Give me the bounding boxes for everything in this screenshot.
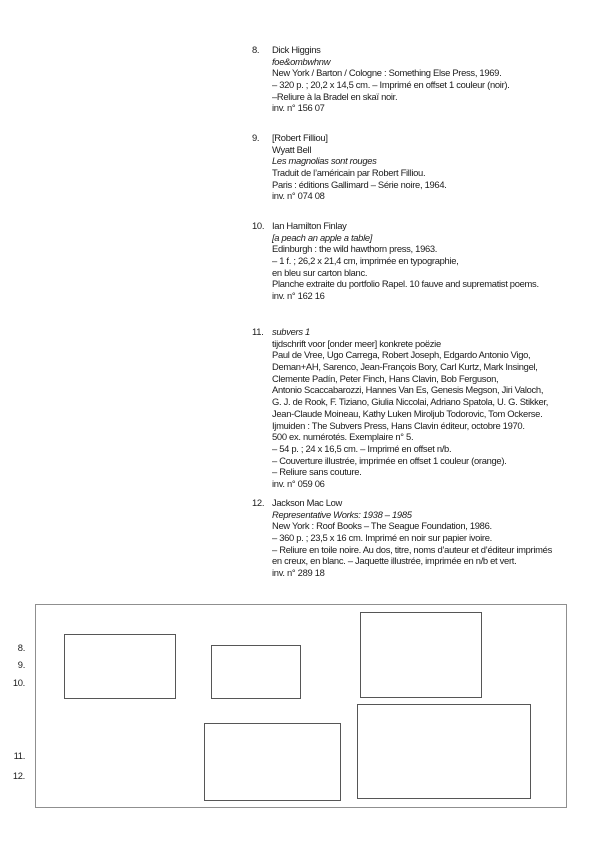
entry-line: New York / Barton / Cologne : Something Else Press, 1969. [272, 67, 502, 79]
diagram-entry-label: 12. [12, 770, 25, 781]
entry-line: [a peach an apple a table] [272, 231, 373, 243]
entry-line: Paris : éditions Gallimard – Série noire, 1964. [272, 178, 447, 190]
entry-line: Deman+AH, Sarenco, Jean-François Bory, Carl Kurtz, Mark Insingel, [272, 361, 538, 373]
diagram-entry-label: 10. [12, 677, 25, 688]
entry-line: Ian Hamilton Finlay [272, 220, 347, 231]
item-placement-box [204, 723, 341, 801]
entry-line: – 320 p. ; 20,2 x 14,5 cm. – Imprimé en offset 1 couleur (noir). [272, 79, 510, 91]
entry-line: Les magnolias sont rouges [272, 155, 377, 167]
entry-line: en bleu sur carton blanc. [272, 266, 368, 278]
entry-line: G. J. de Rook, F. Tiziano, Giulia Niccolai, Adriano Spatola, U. G. Stikker, [272, 396, 549, 408]
item-placement-box [360, 612, 482, 698]
entry-number: 8. [252, 44, 260, 55]
entry-line: Representative Works: 1938 – 1985 [272, 508, 412, 520]
item-placement-box [64, 634, 176, 699]
entry-number: 9. [252, 132, 260, 143]
entry-number: 12. [252, 497, 265, 508]
entry-line: – 54 p. ; 24 x 16,5 cm. – Imprimé en offset n/b. [272, 442, 452, 454]
entry-line: – Reliure en toile noire. Au dos, titre, noms d’auteur et d’éditeur imprimés [272, 543, 552, 555]
entry-line: inv. n° 074 08 [272, 190, 325, 202]
entry-line: Jean-Claude Moineau, Kathy Luken Miroljub Todorovic, Tom Ockerse. [272, 407, 543, 419]
diagram-entry-label: 11. [13, 750, 25, 761]
entry-text [272, 326, 548, 490]
entry-line: subvers 1 [272, 326, 310, 337]
entry-line: –Reliure à la Bradel en skaï noir. [272, 90, 398, 102]
entry-line: foe&ombwhnw [272, 55, 331, 67]
diagram-entry-label: 9. [17, 659, 25, 670]
entry-line: tijdschrift voor [onder meer] konkrete poëzie [272, 337, 441, 349]
entry-number: 11. [252, 326, 264, 337]
entry-line: Wyatt Bell [272, 143, 312, 155]
entry-text [272, 132, 447, 202]
entry-text [272, 497, 552, 579]
item-placement-box [357, 704, 531, 799]
diagram-entry-label: 8. [17, 642, 25, 653]
entry-line: Edinburgh : the wild hawthorn press, 1963. [272, 243, 438, 255]
entry-line: Dick Higgins [272, 44, 321, 55]
entry-line: inv. n° 162 16 [272, 290, 325, 302]
entry-text [272, 44, 510, 114]
entry-line: – 1 f. ; 26,2 x 21,4 cm, imprimée en typographie, [272, 255, 459, 267]
entry-line: inv. n° 059 06 [272, 477, 325, 489]
entry-line: Planche extraite du portfolio Rapel. 10 fauve and suprematist poems. [272, 278, 539, 290]
entry-line: – 360 p. ; 23,5 x 16 cm. Imprimé en noir sur papier ivoire. [272, 532, 492, 544]
entry-line: – Couverture illustrée, imprimée en offset 1 couleur (orange). [272, 454, 507, 466]
entry-line: 500 ex. numérotés. Exemplaire n° 5. [272, 431, 414, 443]
entry-text [272, 220, 539, 302]
entry-line: en creux, en blanc. – Jaquette illustrée, imprimée en n/b et vert. [272, 555, 517, 567]
entry-line: [Robert Filliou] [272, 132, 328, 143]
entry-number: 10. [252, 220, 265, 231]
entry-line: Clemente Padín, Peter Finch, Hans Clavin, Bob Ferguson, [272, 372, 499, 384]
entry-line: Paul de Vree, Ugo Carrega, Robert Joseph, Edgardo Antonio Vigo, [272, 349, 531, 361]
item-placement-box [211, 645, 301, 699]
entry-line: inv. n° 156 07 [272, 102, 325, 114]
entry-line: Traduit de l’américain par Robert Filliou. [272, 167, 426, 179]
entry-line: Antonio Scaccabarozzi, Hannes Van Es, Genesis Megson, Jiri Valoch, [272, 384, 544, 396]
entry-line: – Reliure sans couture. [272, 466, 362, 478]
entry-line: Ijmuiden : The Subvers Press, Hans Clavin éditeur, octobre 1970. [272, 419, 525, 431]
entry-line: New York : Roof Books – The Seague Foundation, 1986. [272, 520, 492, 532]
entry-line: Jackson Mac Low [272, 497, 343, 508]
entry-line: inv. n° 289 18 [272, 567, 325, 579]
